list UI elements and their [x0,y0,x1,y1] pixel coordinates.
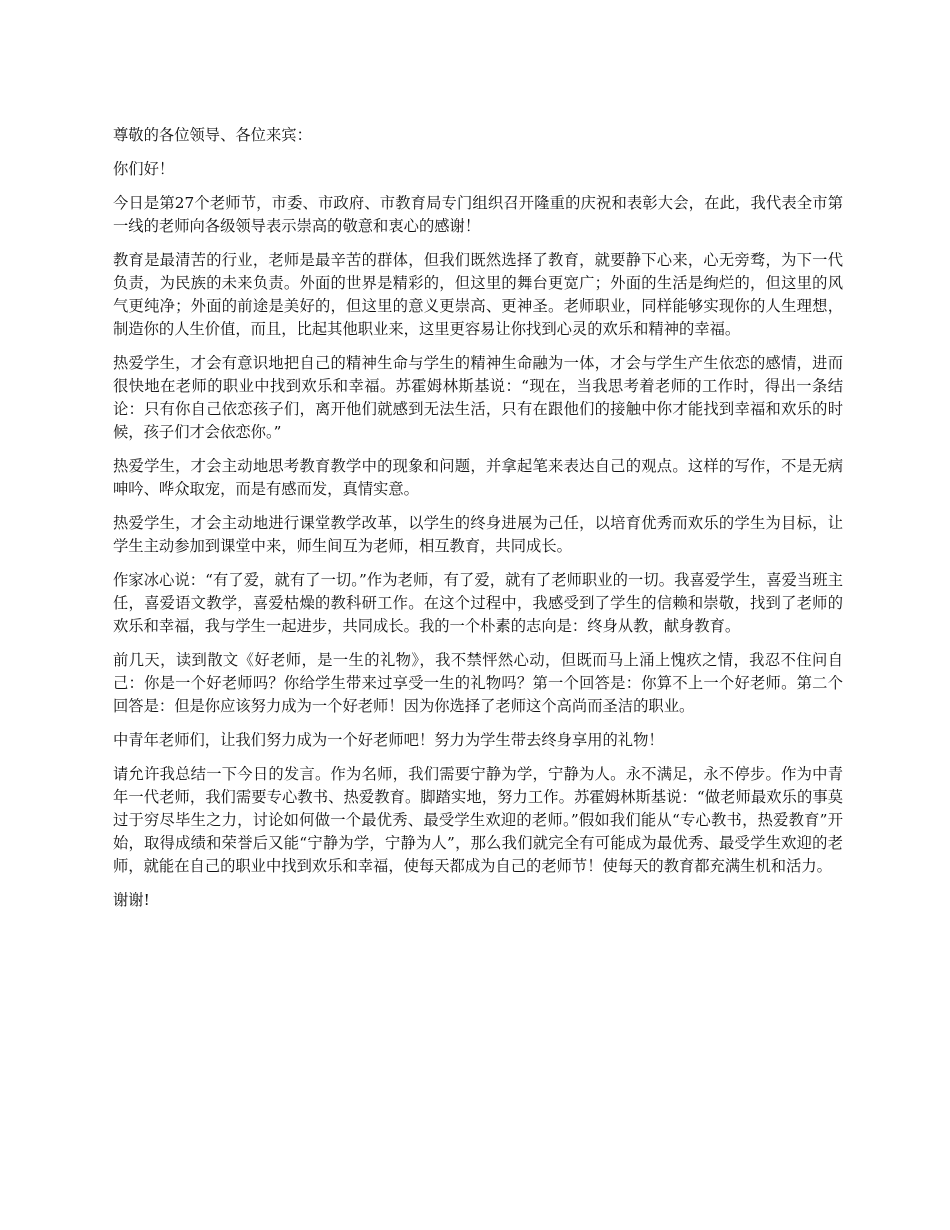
greeting: 你们好！ [113,160,175,178]
paragraph-love-students-3: 热爱学生，才会主动地进行课堂教学改革，以学生的终身进展为己任，以培育优秀而欢乐的学生为目标，让学生主动参加到课堂中来，师生间互为老师，相互教育，共同成长。 [113,514,843,555]
paragraph-love-students-1: 热爱学生，才会有意识地把自己的精神生命与学生的精神生命融为一体，才会与学生产生依恋的感情，进而很快地在老师的职业中找到欢乐和幸福。苏霍姆林斯基说：“现在，当我思考着老师的工作时，得出一条结论：只有你自己依恋孩子们，离开他们就感到无法生活，只有在跟他们的接触中你才能找到幸福和欢乐的时候，孩子们才会依恋你。” [113,354,843,441]
paragraph-opening: 今日是第27个老师节，市委、市政府、市教育局专门组织召开隆重的庆祝和表彰大会，在此，我代表全市第一线的老师向各级领导表示崇高的敬意和衷心的感谢！ [113,194,843,235]
paragraph-education: 教育是最清苦的行业，老师是最辛苦的群体，但我们既然选择了教育，就要静下心来，心无旁骛，为下一代负责，为民族的未来负责。外面的世界是精彩的，但这里的舞台更宽广；外面的生活是绚烂的，但这里的风气更纯净；外面的前途是美好的，但这里的意义更崇高、更神圣。老师职业，同样能够实现你的人生理想，制造你的人生价值，而且，比起其他职业来，这里更容易让你找到心灵的欢乐和精神的幸福。 [113,251,843,338]
paragraph-bingxin-quote: 作家冰心说：“有了爱，就有了一切。”作为老师，有了爱，就有了老师职业的一切。我喜爱学生，喜爱当班主任，喜爱语文教学，喜爱枯燥的教科研工作。在这个过程中，我感受到了学生的信赖和崇敬，找到了老师的欢乐和幸福，我与学生一起进步，共同成长。我的一个朴素的志向是：终身从教，献身教育。 [113,571,843,635]
speech-body [113,124,843,923]
salutation: 尊敬的各位领导、各位来宾： [113,126,312,144]
paragraph-summary: 请允许我总结一下今日的发言。作为名师，我们需要宁静为学，宁静为人。永不满足，永不停步。作为中青年一代老师，我们需要专心教书、热爱教育。脚踏实地，努力工作。苏霍姆林斯基说：“做老师最欢乐的事莫过于穷尽毕生之力，讨论如何做一个最优秀、最受学生欢迎的老师。”假如我们能从“专心教书，热爱教育”开始，取得成绩和荣誉后又能“宁静为学，宁静为人”，那么我们就完全有可能成为最优秀、最受学生欢迎的老师，就能在自己的职业中找到欢乐和幸福，使每天都成为自己的老师节！使每天的教育都充满生机和活力。 [113,765,843,875]
paragraph-love-students-2: 热爱学生，才会主动地思考教育教学中的现象和问题，并拿起笔来表达自己的观点。这样的写作，不是无病呻吟、哗众取宠，而是有感而发，真情实意。 [113,457,843,498]
paragraph-young-teachers: 中青年老师们，让我们努力成为一个好老师吧！努力为学生带去终身享用的礼物！ [113,731,664,749]
closing: 谢谢! [113,891,150,909]
paragraph-good-teacher: 前几天，读到散文《好老师，是一生的礼物》，我不禁怦然心动，但既而马上涌上愧疚之情，我忍不住问自己：你是一个好老师吗？你给学生带来过享受一生的礼物吗？第一个回答是：你算不上一个好老师。第二个回答是：但是你应该努力成为一个好老师！因为你选择了老师这个高尚而圣洁的职业。 [113,651,843,715]
